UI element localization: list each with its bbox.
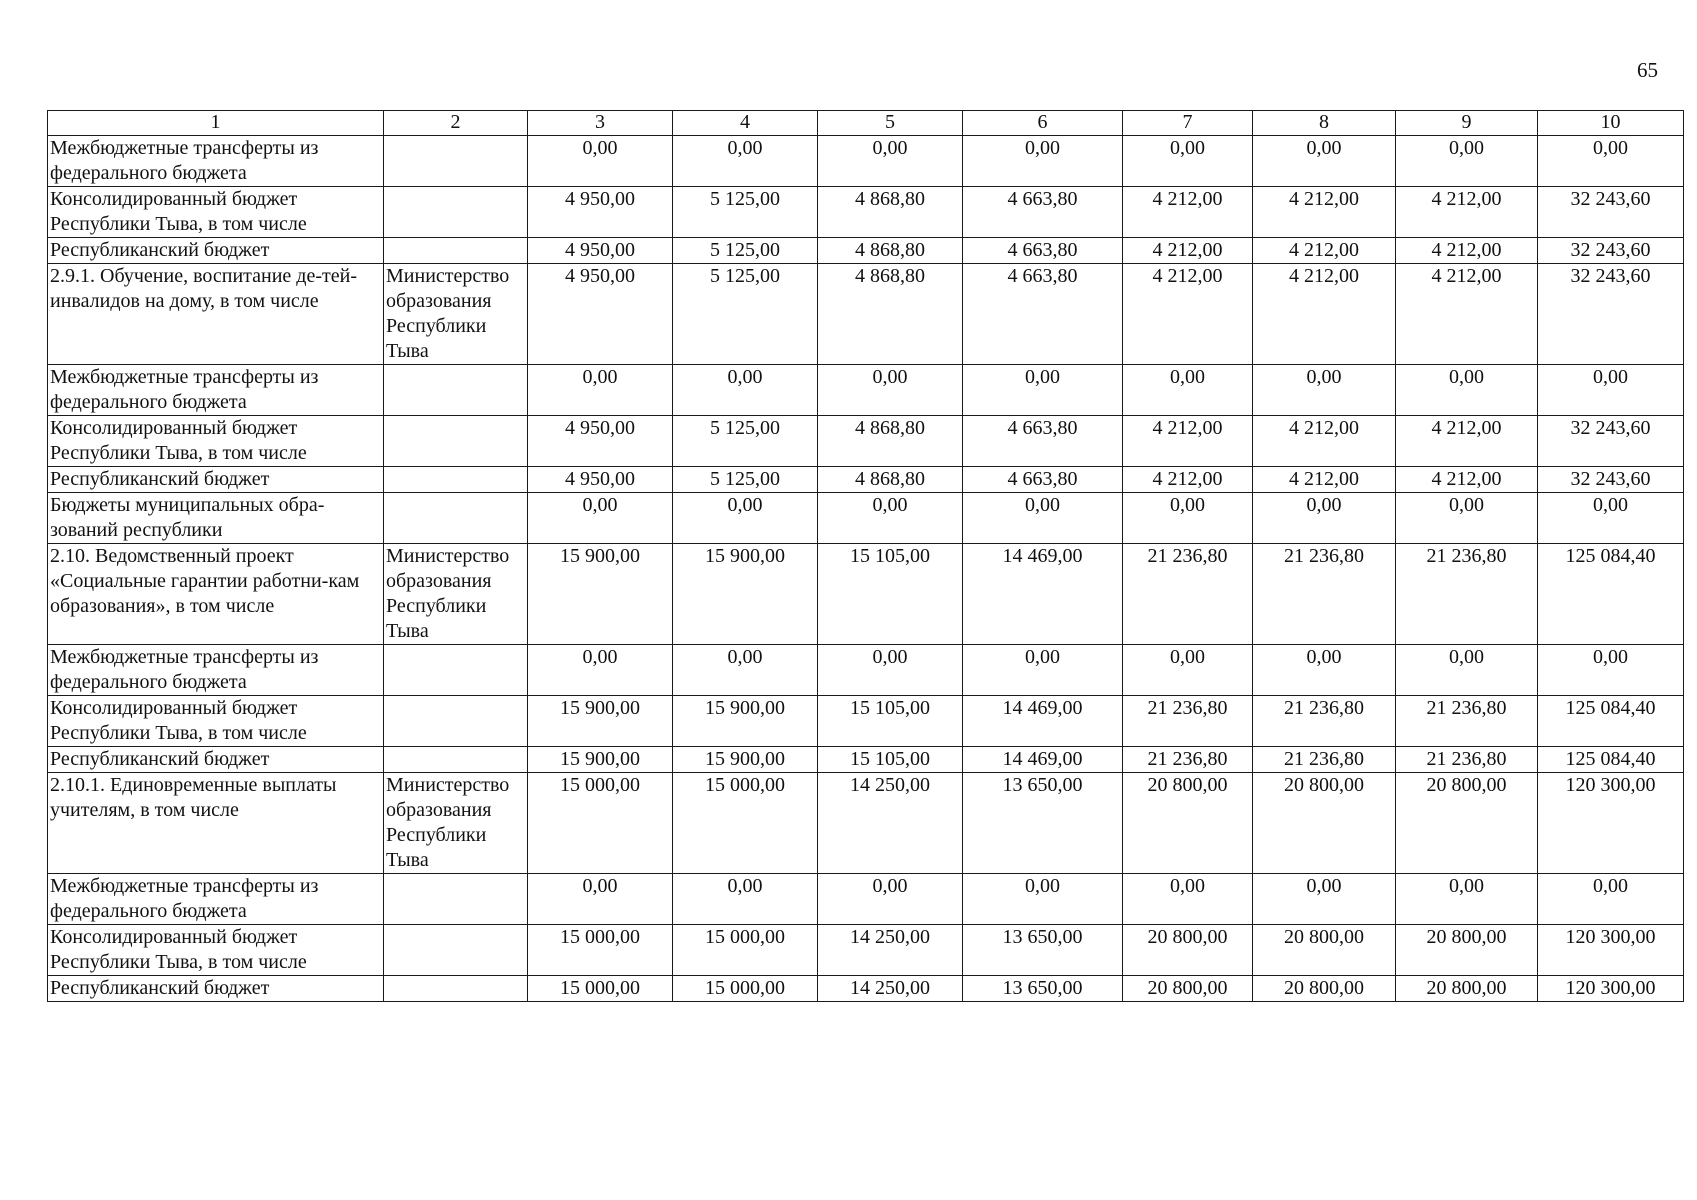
value-cell-col-5: 0,00: [818, 136, 963, 187]
value-cell-col-4: 15 900,00: [673, 696, 818, 747]
table-row: [48, 645, 1684, 696]
value-cell-col-10: 120 300,00: [1538, 976, 1684, 1002]
value-cell-col-4: 5 125,00: [673, 187, 818, 238]
value-cell-col-10: 0,00: [1538, 136, 1684, 187]
value-cell-col-9: 20 800,00: [1396, 925, 1538, 976]
value-cell-col-7: 4 212,00: [1123, 264, 1253, 365]
value-cell-col-3: 0,00: [528, 645, 673, 696]
value-cell-col-3: 4 950,00: [528, 264, 673, 365]
row-name-cell: Межбюджетные трансферты из федерального бюджета: [48, 136, 384, 187]
table-row: [48, 773, 1684, 874]
table-row: [48, 976, 1684, 1002]
table-row: [48, 493, 1684, 544]
value-cell-col-7: 4 212,00: [1123, 238, 1253, 264]
value-cell-col-9: 21 236,80: [1396, 747, 1538, 773]
row-name-cell: Межбюджетные трансферты из федерального бюджета: [48, 365, 384, 416]
value-cell-col-10: 125 084,40: [1538, 544, 1684, 645]
row-name-cell: Республиканский бюджет: [48, 976, 384, 1002]
value-cell-col-8: 20 800,00: [1253, 925, 1396, 976]
value-cell-col-6: 0,00: [963, 493, 1123, 544]
executor-cell: [384, 925, 528, 976]
row-name-cell: 2.9.1. Обучение, воспитание де-тей-инвалидов на дому, в том числе: [48, 264, 384, 365]
row-name-cell: Консолидированный бюджет Республики Тыва, в том числе: [48, 925, 384, 976]
value-cell-col-6: 0,00: [963, 645, 1123, 696]
executor-cell: [384, 645, 528, 696]
value-cell-col-8: 4 212,00: [1253, 264, 1396, 365]
value-cell-col-7: 4 212,00: [1123, 187, 1253, 238]
value-cell-col-4: 15 000,00: [673, 976, 818, 1002]
column-number-row: [48, 111, 1684, 136]
row-name-cell: Республиканский бюджет: [48, 238, 384, 264]
value-cell-col-4: 15 000,00: [673, 925, 818, 976]
value-cell-col-10: 0,00: [1538, 874, 1684, 925]
row-name-cell: Республиканский бюджет: [48, 747, 384, 773]
value-cell-col-9: 4 212,00: [1396, 264, 1538, 365]
column-number-6: 6: [963, 111, 1123, 136]
value-cell-col-7: 0,00: [1123, 136, 1253, 187]
value-cell-col-7: 4 212,00: [1123, 467, 1253, 493]
value-cell-col-5: 4 868,80: [818, 238, 963, 264]
value-cell-col-6: 0,00: [963, 136, 1123, 187]
value-cell-col-10: 0,00: [1538, 493, 1684, 544]
value-cell-col-8: 0,00: [1253, 365, 1396, 416]
value-cell-col-4: 0,00: [673, 493, 818, 544]
row-name-cell: Консолидированный бюджет Республики Тыва, в том числе: [48, 696, 384, 747]
value-cell-col-3: 15 000,00: [528, 925, 673, 976]
value-cell-col-3: 0,00: [528, 365, 673, 416]
value-cell-col-3: 15 900,00: [528, 544, 673, 645]
value-cell-col-5: 14 250,00: [818, 773, 963, 874]
value-cell-col-4: 0,00: [673, 645, 818, 696]
value-cell-col-10: 32 243,60: [1538, 416, 1684, 467]
value-cell-col-7: 0,00: [1123, 645, 1253, 696]
page-number: 65: [1637, 58, 1658, 82]
value-cell-col-6: 0,00: [963, 365, 1123, 416]
value-cell-col-9: 0,00: [1396, 645, 1538, 696]
value-cell-col-6: 4 663,80: [963, 416, 1123, 467]
value-cell-col-5: 15 105,00: [818, 544, 963, 645]
value-cell-col-8: 20 800,00: [1253, 976, 1396, 1002]
value-cell-col-7: 21 236,80: [1123, 696, 1253, 747]
table-row: [48, 467, 1684, 493]
value-cell-col-10: 125 084,40: [1538, 696, 1684, 747]
value-cell-col-4: 5 125,00: [673, 416, 818, 467]
value-cell-col-8: 0,00: [1253, 136, 1396, 187]
column-number-3: 3: [528, 111, 673, 136]
executor-cell: [384, 747, 528, 773]
table-header: [48, 111, 1684, 136]
value-cell-col-3: 15 900,00: [528, 747, 673, 773]
table-row: [48, 187, 1684, 238]
value-cell-col-9: 4 212,00: [1396, 416, 1538, 467]
value-cell-col-4: 15 900,00: [673, 544, 818, 645]
value-cell-col-6: 4 663,80: [963, 238, 1123, 264]
executor-cell: [384, 136, 528, 187]
value-cell-col-3: 0,00: [528, 493, 673, 544]
row-name-cell: Бюджеты муниципальных обра-зований республики: [48, 493, 384, 544]
value-cell-col-8: 4 212,00: [1253, 467, 1396, 493]
value-cell-col-5: 15 105,00: [818, 747, 963, 773]
value-cell-col-9: 20 800,00: [1396, 773, 1538, 874]
executor-cell: Министерство образования Республики Тыва: [384, 544, 528, 645]
value-cell-col-5: 4 868,80: [818, 264, 963, 365]
value-cell-col-10: 0,00: [1538, 365, 1684, 416]
executor-cell: Министерство образования Республики Тыва: [384, 264, 528, 365]
value-cell-col-4: 5 125,00: [673, 264, 818, 365]
value-cell-col-3: 0,00: [528, 874, 673, 925]
value-cell-col-9: 0,00: [1396, 365, 1538, 416]
executor-cell: [384, 467, 528, 493]
executor-cell: Министерство образования Республики Тыва: [384, 773, 528, 874]
value-cell-col-8: 0,00: [1253, 493, 1396, 544]
value-cell-col-3: 15 900,00: [528, 696, 673, 747]
column-number-2: 2: [384, 111, 528, 136]
row-name-cell: 2.10.1. Единовременные выплаты учителям, в том числе: [48, 773, 384, 874]
value-cell-col-6: 13 650,00: [963, 976, 1123, 1002]
table-row: [48, 544, 1684, 645]
table-row: [48, 416, 1684, 467]
table-row: [48, 365, 1684, 416]
column-number-9: 9: [1396, 111, 1538, 136]
value-cell-col-5: 4 868,80: [818, 416, 963, 467]
value-cell-col-8: 0,00: [1253, 874, 1396, 925]
value-cell-col-9: 4 212,00: [1396, 187, 1538, 238]
value-cell-col-8: 4 212,00: [1253, 416, 1396, 467]
executor-cell: [384, 493, 528, 544]
table-row: [48, 874, 1684, 925]
value-cell-col-9: 4 212,00: [1396, 467, 1538, 493]
value-cell-col-9: 20 800,00: [1396, 976, 1538, 1002]
row-name-cell: Республиканский бюджет: [48, 467, 384, 493]
executor-cell: [384, 976, 528, 1002]
value-cell-col-6: 14 469,00: [963, 696, 1123, 747]
value-cell-col-8: 21 236,80: [1253, 696, 1396, 747]
value-cell-col-7: 21 236,80: [1123, 747, 1253, 773]
value-cell-col-6: 14 469,00: [963, 747, 1123, 773]
value-cell-col-3: 15 000,00: [528, 773, 673, 874]
value-cell-col-6: 4 663,80: [963, 187, 1123, 238]
executor-cell: [384, 365, 528, 416]
table-row: [48, 238, 1684, 264]
executor-cell: [384, 696, 528, 747]
value-cell-col-10: 32 243,60: [1538, 264, 1684, 365]
value-cell-col-4: 15 000,00: [673, 773, 818, 874]
value-cell-col-8: 21 236,80: [1253, 544, 1396, 645]
value-cell-col-9: 0,00: [1396, 136, 1538, 187]
column-number-1: 1: [48, 111, 384, 136]
value-cell-col-7: 0,00: [1123, 365, 1253, 416]
value-cell-col-7: 20 800,00: [1123, 925, 1253, 976]
row-name-cell: Межбюджетные трансферты из федерального бюджета: [48, 874, 384, 925]
value-cell-col-10: 32 243,60: [1538, 238, 1684, 264]
column-number-7: 7: [1123, 111, 1253, 136]
value-cell-col-6: 4 663,80: [963, 264, 1123, 365]
value-cell-col-4: 15 900,00: [673, 747, 818, 773]
value-cell-col-7: 20 800,00: [1123, 773, 1253, 874]
value-cell-col-3: 4 950,00: [528, 467, 673, 493]
value-cell-col-5: 14 250,00: [818, 925, 963, 976]
budget-table: [47, 110, 1684, 1002]
value-cell-col-7: 4 212,00: [1123, 416, 1253, 467]
value-cell-col-3: 4 950,00: [528, 416, 673, 467]
executor-cell: [384, 416, 528, 467]
column-number-4: 4: [673, 111, 818, 136]
table-row: [48, 925, 1684, 976]
row-name-cell: Консолидированный бюджет Республики Тыва, в том числе: [48, 187, 384, 238]
value-cell-col-4: 0,00: [673, 136, 818, 187]
value-cell-col-5: 0,00: [818, 365, 963, 416]
value-cell-col-8: 0,00: [1253, 645, 1396, 696]
value-cell-col-6: 4 663,80: [963, 467, 1123, 493]
value-cell-col-4: 0,00: [673, 365, 818, 416]
value-cell-col-10: 125 084,40: [1538, 747, 1684, 773]
value-cell-col-3: 4 950,00: [528, 238, 673, 264]
value-cell-col-7: 21 236,80: [1123, 544, 1253, 645]
value-cell-col-5: 4 868,80: [818, 187, 963, 238]
value-cell-col-5: 15 105,00: [818, 696, 963, 747]
value-cell-col-6: 14 469,00: [963, 544, 1123, 645]
value-cell-col-9: 21 236,80: [1396, 696, 1538, 747]
executor-cell: [384, 874, 528, 925]
value-cell-col-5: 4 868,80: [818, 467, 963, 493]
value-cell-col-6: 13 650,00: [963, 773, 1123, 874]
value-cell-col-7: 0,00: [1123, 493, 1253, 544]
value-cell-col-9: 0,00: [1396, 874, 1538, 925]
value-cell-col-5: 0,00: [818, 874, 963, 925]
value-cell-col-9: 4 212,00: [1396, 238, 1538, 264]
value-cell-col-6: 0,00: [963, 874, 1123, 925]
value-cell-col-10: 120 300,00: [1538, 773, 1684, 874]
value-cell-col-6: 13 650,00: [963, 925, 1123, 976]
value-cell-col-4: 5 125,00: [673, 467, 818, 493]
value-cell-col-4: 5 125,00: [673, 238, 818, 264]
value-cell-col-8: 4 212,00: [1253, 238, 1396, 264]
executor-cell: [384, 187, 528, 238]
value-cell-col-4: 0,00: [673, 874, 818, 925]
value-cell-col-8: 21 236,80: [1253, 747, 1396, 773]
value-cell-col-10: 0,00: [1538, 645, 1684, 696]
value-cell-col-7: 20 800,00: [1123, 976, 1253, 1002]
column-number-8: 8: [1253, 111, 1396, 136]
column-number-10: 10: [1538, 111, 1684, 136]
value-cell-col-3: 4 950,00: [528, 187, 673, 238]
value-cell-col-7: 0,00: [1123, 874, 1253, 925]
row-name-cell: 2.10. Ведомственный проект «Социальные гарантии работни-кам образования», в том числе: [48, 544, 384, 645]
value-cell-col-8: 4 212,00: [1253, 187, 1396, 238]
table-row: [48, 747, 1684, 773]
table-row: [48, 264, 1684, 365]
row-name-cell: Консолидированный бюджет Республики Тыва, в том числе: [48, 416, 384, 467]
executor-cell: [384, 238, 528, 264]
value-cell-col-10: 32 243,60: [1538, 467, 1684, 493]
value-cell-col-9: 0,00: [1396, 493, 1538, 544]
value-cell-col-3: 15 000,00: [528, 976, 673, 1002]
value-cell-col-8: 20 800,00: [1253, 773, 1396, 874]
row-name-cell: Межбюджетные трансферты из федерального бюджета: [48, 645, 384, 696]
value-cell-col-5: 0,00: [818, 645, 963, 696]
table-row: [48, 696, 1684, 747]
value-cell-col-3: 0,00: [528, 136, 673, 187]
table-body: [48, 136, 1684, 1002]
table-row: [48, 136, 1684, 187]
value-cell-col-5: 14 250,00: [818, 976, 963, 1002]
value-cell-col-9: 21 236,80: [1396, 544, 1538, 645]
value-cell-col-10: 120 300,00: [1538, 925, 1684, 976]
column-number-5: 5: [818, 111, 963, 136]
value-cell-col-10: 32 243,60: [1538, 187, 1684, 238]
value-cell-col-5: 0,00: [818, 493, 963, 544]
